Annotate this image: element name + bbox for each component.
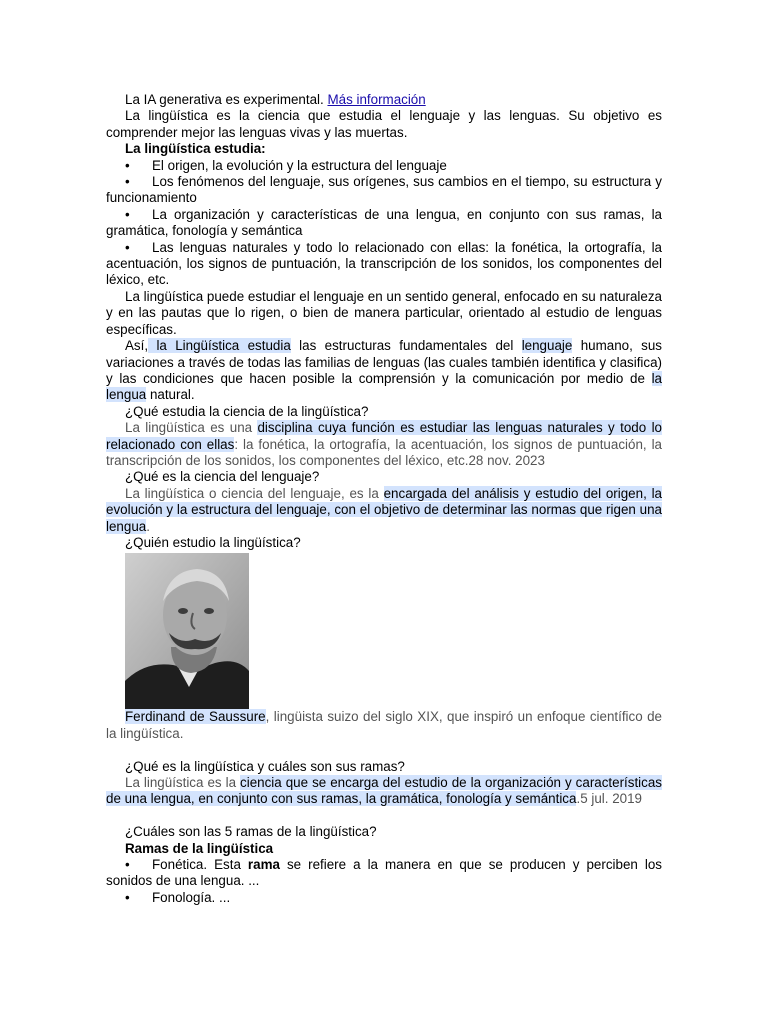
list-item-text: Las lenguas naturales y todo lo relacionado con ellas: la fonética, la ortografía, la acentuación, los signos de puntuación, la transcripción de los sonidos, los componentes del léxico, etc.: [106, 239, 662, 288]
answer-highlight: encargada del análisis y estudio del origen, la evolución y la estructura del lenguaje, con el objetivo de determinar las normas que rigen una lengua: [106, 485, 662, 534]
list-item-text: El origen, la evolución y la estructura del lenguaje: [152, 157, 447, 173]
spacer: [106, 808, 662, 824]
saussure-caption: [106, 709, 662, 742]
portrait-image: [125, 553, 249, 709]
list-item: [106, 207, 662, 240]
saussure-portrait: [125, 553, 662, 709]
answer-text: La lingüística es una: [125, 420, 258, 436]
answer-4: [106, 775, 662, 808]
asi-highlight: lenguaje: [521, 338, 573, 354]
bullet-icon: •: [125, 857, 130, 872]
question-2: ¿Qué es la ciencia del lenguaje?: [125, 469, 320, 485]
answer-text: .: [146, 518, 150, 534]
studies-heading: La lingüística estudia:: [125, 141, 266, 157]
question-3: ¿Quién estudio la lingüística?: [125, 534, 301, 550]
answer-2: [106, 486, 662, 535]
question-4: ¿Qué es la lingüística y cuáles son sus ramas?: [125, 758, 405, 774]
answer-highlight: disciplina cuya función es estudiar las lenguas naturales y todo lo relacionado con ellas: [106, 420, 662, 452]
list-item-text: Fonética. Esta: [152, 857, 248, 872]
ai-notice-text: La IA generativa es experimental.: [125, 92, 328, 107]
asi-text: humano, sus variaciones a través de todas las familias de lenguas (las cuales también identifica y clasifica) y las condiciones que hacen posible la comprensión y la comunicación por medio de: [106, 338, 663, 386]
bullet-icon: •: [125, 174, 130, 190]
intro-paragraph: La lingüística es la ciencia que estudia el lenguaje y las lenguas. Su objetivo es comprender mejor las lenguas vivas y las muertas.: [106, 108, 662, 140]
bullet-icon: •: [125, 889, 130, 905]
saussure-name: Ferdinand de Saussure: [125, 709, 266, 725]
answer-text: .: [576, 791, 581, 807]
bullet-icon: •: [125, 157, 130, 173]
bullet-icon: •: [125, 239, 130, 255]
list-item-bold: rama: [247, 857, 280, 872]
list-item: [106, 240, 662, 289]
answer-text: La lingüística es la: [125, 774, 241, 790]
answer-text: La lingüística o ciencia del lenguaje, es la: [125, 485, 384, 501]
general-paragraph: La lingüística puede estudiar el lenguaje en un sentido general, enfocado en su naturaleza y en las pautas que lo rigen, o bien de manera particular, orientado al estudio de lenguas específicas.: [106, 288, 662, 337]
answer-highlight: ciencia que se encarga del estudio de la organización y características de una lengua, en conjunto con sus ramas, la gramática, fonología y semántica: [106, 774, 662, 807]
list-item: [106, 857, 662, 890]
branches-heading: Ramas de la lingüística: [125, 840, 274, 856]
spacer: [106, 742, 662, 758]
ai-notice: [106, 92, 662, 108]
answer-1: [106, 420, 662, 469]
bullet-icon: •: [125, 206, 130, 222]
list-item: [106, 158, 662, 174]
answer-text: : la fonética, la ortografía, la acentuación, los signos de puntuación, la transcripción de los sonidos, los componentes del léxico, etc.: [106, 436, 663, 468]
list-item: [106, 890, 662, 906]
asi-highlight: la Lingüística estudia: [148, 338, 291, 354]
asi-text: las estructuras fundamentales del: [290, 338, 522, 354]
studies-list: [106, 158, 662, 289]
answer-date: 28 nov. 2023: [468, 452, 545, 468]
answer-date: 5 jul. 2019: [580, 791, 642, 807]
list-item: [106, 174, 662, 207]
document-content: [106, 92, 662, 906]
asi-highlight: la lengua: [106, 370, 662, 403]
asi-text: Así,: [125, 338, 149, 354]
question-5: ¿Cuáles son las 5 ramas de la lingüística?: [125, 824, 377, 840]
caption-text: , lingüista suizo del siglo XIX, que inspiró un enfoque científico de la lingüística.: [106, 709, 662, 741]
asi-paragraph: [106, 338, 662, 404]
branches-list: [106, 857, 662, 906]
asi-text: natural.: [146, 387, 195, 403]
more-info-link[interactable]: Más información: [327, 92, 426, 107]
list-item-text: La organización y características de una lengua, en conjunto con sus ramas, la gramática, fonología y semántica: [106, 206, 662, 239]
list-item-text: Los fenómenos del lenguaje, sus orígenes, sus cambios en el tiempo, su estructura y funcionamiento: [106, 174, 662, 206]
question-1: ¿Qué estudia la ciencia de la lingüística?: [125, 403, 369, 419]
list-item-text: Fonología. ...: [152, 889, 231, 905]
list-item-text: se refiere a la manera en que se producen y perciben los sonidos de una lengua. ...: [106, 857, 662, 889]
